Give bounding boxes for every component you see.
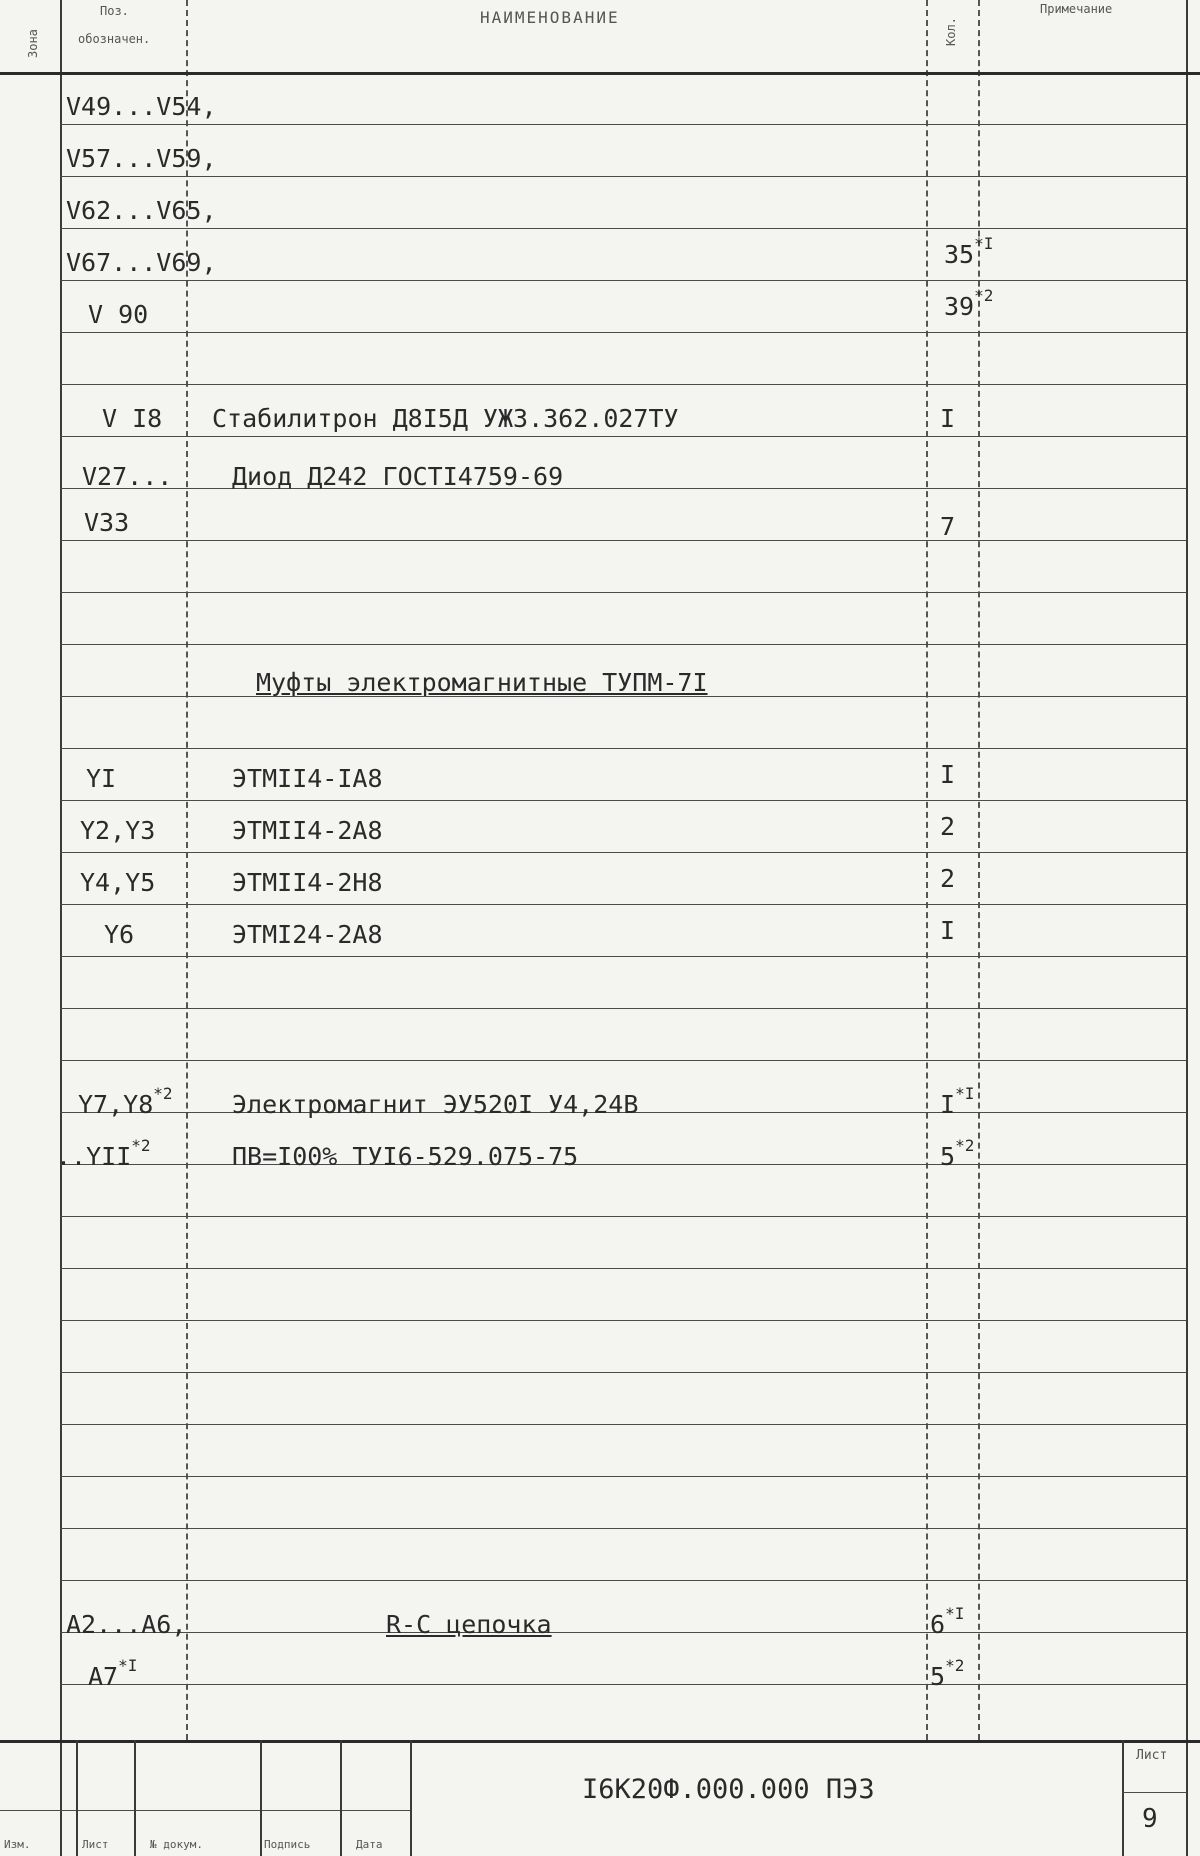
row-line bbox=[60, 176, 1186, 177]
designation-header-1: Поз. bbox=[100, 4, 129, 18]
qty-a2-a6-footnote: *I bbox=[945, 1604, 965, 1623]
note-header: Примечание bbox=[1040, 2, 1113, 16]
qty-pv: 5$^{*2}$ bbox=[940, 1136, 975, 1171]
row-line bbox=[60, 956, 1186, 957]
stamp-sheet-line bbox=[1122, 1792, 1186, 1793]
row-line bbox=[60, 1528, 1186, 1529]
row-line bbox=[60, 1476, 1186, 1477]
pos-y2-y3: Y2,Y3 bbox=[80, 816, 156, 845]
qty-y2-y3: 2 bbox=[940, 812, 956, 841]
name-header: НАИМЕНОВАНИЕ bbox=[480, 8, 620, 27]
designation-header-2: обозначен. bbox=[78, 32, 151, 46]
row-line bbox=[60, 1060, 1186, 1061]
qty-column-line-left bbox=[926, 0, 928, 1740]
row-line bbox=[60, 1216, 1186, 1217]
stamp-col-3 bbox=[260, 1740, 262, 1856]
section-rc-title: R-C цепочка bbox=[386, 1610, 552, 1639]
row-line bbox=[60, 1424, 1186, 1425]
zone-header: Зона bbox=[26, 29, 40, 58]
pos-a7-footnote: *I bbox=[118, 1656, 138, 1675]
name-etm114-2a8: ЭТМII4-2А8 bbox=[232, 816, 383, 845]
qty-stabilitron: I bbox=[940, 404, 956, 433]
header-bottom-line bbox=[0, 72, 1200, 75]
pos-y7-y8: Y7,Y8$^{*2}$ bbox=[78, 1084, 173, 1119]
row-line bbox=[60, 644, 1186, 645]
name-etm124-2a8: ЭТМI24-2А8 bbox=[232, 920, 383, 949]
name-electromagnet: Электромагнит ЭУ520I У4,24В bbox=[232, 1090, 639, 1119]
stamp-col-list: Лист bbox=[82, 1838, 109, 1851]
name-pv-spec: ПВ=I00% ТУI6-529.075-75 bbox=[232, 1142, 579, 1171]
pos-v33: V33 bbox=[84, 508, 130, 537]
sheet-label: Лист bbox=[1136, 1748, 1168, 1763]
qty-35-footnote: *I bbox=[974, 234, 994, 253]
left-frame-line bbox=[60, 0, 62, 1856]
pos-y4-y5: Y4,Y5 bbox=[80, 868, 156, 897]
qty-electromagnet: $I^{*I}$ bbox=[940, 1084, 975, 1119]
row-line bbox=[60, 280, 1186, 281]
pos-v49-v54: V49...V54, bbox=[66, 92, 217, 121]
pos-y11: ..YII$^{*2}$ bbox=[56, 1136, 151, 1171]
name-stabilitron: Стабилитрон Д8I5Д УЖЗ.362.027ТУ bbox=[212, 404, 679, 433]
row-line bbox=[60, 540, 1186, 541]
right-frame-line bbox=[1186, 0, 1188, 1856]
qty-y6: I bbox=[940, 916, 956, 945]
row-line bbox=[60, 384, 1186, 385]
section-clutches-title: Муфты электромагнитные ТУПМ-7I bbox=[256, 668, 708, 697]
qty-diode: 7 bbox=[940, 512, 956, 541]
stamp-top-line bbox=[0, 1740, 1200, 1743]
stamp-col-izm: Изм. bbox=[4, 1838, 31, 1851]
row-line bbox=[60, 488, 1186, 489]
stamp-mid-line bbox=[0, 1810, 410, 1811]
qty-header: Кол. bbox=[944, 17, 958, 46]
qty-a2-a6: $6^{*I}$ bbox=[930, 1604, 965, 1639]
row-line bbox=[60, 1684, 1186, 1685]
pos-v57-v59: V57...V59, bbox=[66, 144, 217, 173]
row-line bbox=[60, 436, 1186, 437]
row-line bbox=[60, 124, 1186, 125]
stamp-col-1 bbox=[76, 1740, 78, 1856]
qty-electromagnet-footnote: *I bbox=[955, 1084, 975, 1103]
qty-a7: 5$^{*2}$ bbox=[930, 1656, 965, 1691]
qty-39: 39$^{*2}$ bbox=[944, 286, 994, 321]
qty-y1: I bbox=[940, 760, 956, 789]
row-line bbox=[60, 748, 1186, 749]
stamp-col-4 bbox=[340, 1740, 342, 1856]
pos-v90: V 90 bbox=[88, 300, 149, 329]
pos-v67-v69: V67...V69, bbox=[66, 248, 217, 277]
row-line bbox=[60, 332, 1186, 333]
row-line bbox=[60, 1580, 1186, 1581]
row-line bbox=[60, 1320, 1186, 1321]
row-line bbox=[60, 1268, 1186, 1269]
qty-a7-footnote: *2 bbox=[945, 1656, 965, 1675]
row-line bbox=[60, 904, 1186, 905]
row-line bbox=[60, 800, 1186, 801]
name-etm114-1a8: ЭТМII4-IА8 bbox=[232, 764, 383, 793]
pos-a2-a6: А2...А6, bbox=[66, 1610, 187, 1639]
pos-v18: V I8 bbox=[102, 404, 163, 433]
qty-y4-y5: 2 bbox=[940, 864, 956, 893]
name-etm114-2h8: ЭТМII4-2Н8 bbox=[232, 868, 383, 897]
row-line bbox=[60, 228, 1186, 229]
stamp-col-doc: № докум. bbox=[150, 1838, 203, 1851]
stamp-col-sign: Подпись bbox=[264, 1838, 311, 1851]
row-line bbox=[60, 852, 1186, 853]
qty-35: $35^{*I}$ bbox=[944, 234, 994, 269]
stamp-col-date: Дата bbox=[356, 1838, 383, 1851]
document-code: I6К20Ф.000.000 ПЭ3 bbox=[582, 1774, 875, 1805]
pos-v62-v65: V62...V65, bbox=[66, 196, 217, 225]
pos-v27: V27... bbox=[82, 462, 173, 491]
stamp-col-2 bbox=[134, 1740, 136, 1856]
stamp-sheet-col bbox=[1122, 1740, 1124, 1856]
pos-y7-y8-footnote: *2 bbox=[153, 1084, 173, 1103]
qty-pv-footnote: *2 bbox=[955, 1136, 975, 1155]
stamp-col-5 bbox=[410, 1740, 412, 1856]
row-line bbox=[60, 592, 1186, 593]
pos-y6: Y6 bbox=[104, 920, 135, 949]
pos-a7: $А7^{*I}$ bbox=[88, 1656, 138, 1691]
qty-39-footnote: *2 bbox=[974, 286, 994, 305]
row-line bbox=[60, 1008, 1186, 1009]
pos-y1: YI bbox=[86, 764, 117, 793]
sheet-number: 9 bbox=[1142, 1804, 1158, 1834]
row-line bbox=[60, 1372, 1186, 1373]
pos-y11-footnote: *2 bbox=[131, 1136, 151, 1155]
row-line bbox=[60, 1164, 1186, 1165]
name-diode: Диод Д242 ГОСТI4759-69 bbox=[232, 462, 564, 491]
row-line bbox=[60, 1632, 1186, 1633]
